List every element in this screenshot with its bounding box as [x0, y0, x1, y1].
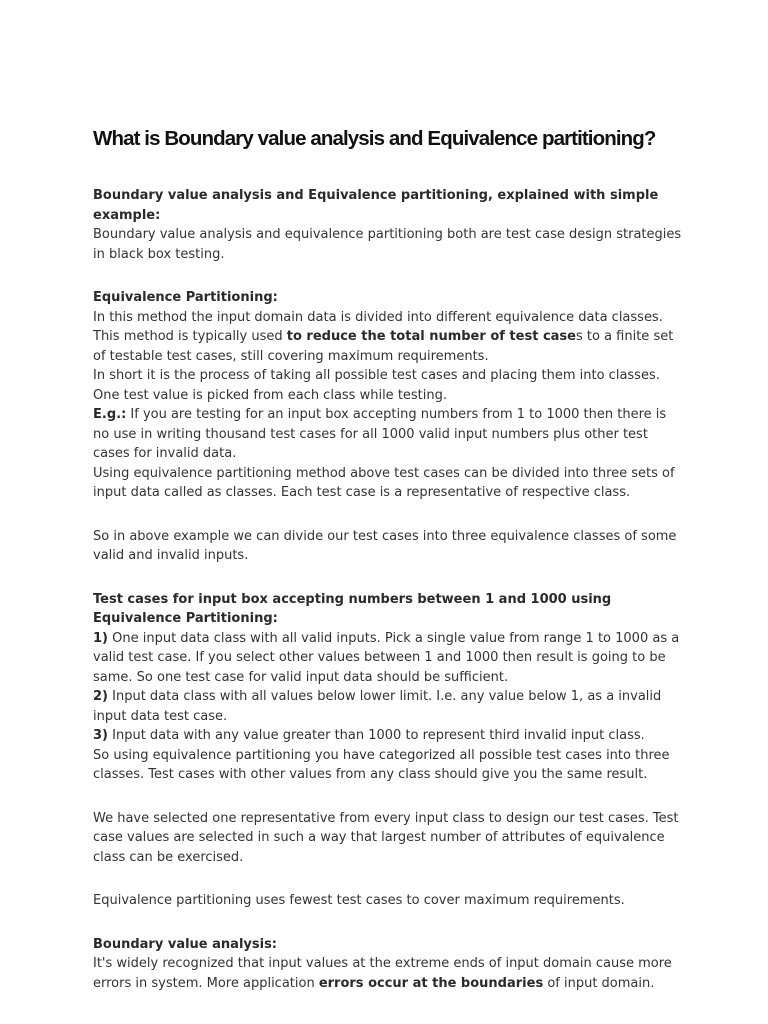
- intro-section: [93, 186, 683, 264]
- test-case-item-1-number: 1): [93, 630, 108, 646]
- reduce-test-cases-emphasis: to reduce the total number of test case: [286, 329, 576, 344]
- boundary-text-post: of input domain.: [543, 975, 655, 991]
- intro-text: Boundary value analysis and equivalence partitioning both are test case design strategies in black box testing.: [93, 227, 682, 262]
- test-cases-section: [93, 590, 683, 785]
- equivalence-heading: Equivalence Partitioning:: [93, 290, 278, 305]
- equivalence-line-2: [93, 327, 683, 366]
- boundary-text: [93, 956, 672, 991]
- equivalence-line-2-pre: This method is typically used: [93, 329, 287, 344]
- equivalence-line-1: In this method the input domain data is divided into different equivalence data classes.: [93, 309, 663, 325]
- test-case-item-3-text: Input data with any value greater than 1000 to represent third invalid input class.: [108, 728, 645, 743]
- test-case-item-3-number: 3): [93, 728, 108, 743]
- page-title: What is Boundary value analysis and Equivalence partitioning?: [93, 127, 656, 150]
- test-case-item-3: [93, 726, 683, 746]
- test-case-item-1-text: One input data class with all valid inputs. Pick a single value from range 1 to 1000 as a valid test case. If you select other values between 1 and 1000 then result is going to be same. So one test case for valid input data should be sufficient.: [93, 630, 680, 685]
- equivalence-line-3: In short it is the process of taking all possible test cases and placing them into classes. One test value is picked from each class while testing.: [93, 368, 660, 403]
- example-paragraph: So in above example we can divide our test cases into three equivalence classes of some valid and invalid inputs.: [93, 528, 677, 563]
- test-case-item-2-number: 2): [93, 689, 108, 704]
- test-cases-heading: Test cases for input box accepting numbers between 1 and 1000 using Equivalence Partitioning:: [93, 591, 612, 626]
- test-cases-summary: So using equivalence partitioning you have categorized all possible test cases into three classes. Test cases with other values from any class should give you the same result.: [93, 747, 670, 782]
- equivalence-example: [93, 405, 683, 464]
- boundary-section: [93, 935, 683, 994]
- eg-label: E.g.:: [93, 407, 127, 422]
- boundary-text-pre: It's widely recognized that input values at the extreme ends of input domain cause more errors in system. More application: [93, 956, 672, 991]
- equivalence-line-5: Using equivalence partitioning method above test cases can be divided into three sets of input data called as classes. Each test case is a representative of respective class.: [93, 465, 675, 500]
- test-case-item-1: [93, 629, 683, 688]
- test-case-item-2-text: Input data class with all values below lower limit. I.e. any value below 1, as a invalid input data test case.: [93, 689, 662, 724]
- fewest-paragraph: Equivalence partitioning uses fewest test cases to cover maximum requirements.: [93, 893, 625, 908]
- equivalence-line-2-post: s to a finite set of testable test cases, still covering maximum requirements.: [93, 329, 674, 364]
- boundary-heading: Boundary value analysis:: [93, 936, 277, 952]
- document-page: [93, 125, 683, 1017]
- eg-text: If you are testing for an input box accepting numbers from 1 to 1000 then there is no use in writing thousand test cases for all 1000 valid input numbers plus other test cases for invalid data.: [93, 407, 667, 461]
- intro-heading: Boundary value analysis and Equivalence partitioning, explained with simple example:: [93, 188, 659, 223]
- equivalence-section: [93, 288, 683, 503]
- test-case-item-2: [93, 687, 683, 726]
- boundaries-emphasis: errors occur at the boundaries: [318, 975, 544, 991]
- representative-paragraph: We have selected one representative from every input class to design our test cases. Test case values are selected in such a way that largest number of attributes of equivalence class can be exercised.: [93, 810, 679, 865]
